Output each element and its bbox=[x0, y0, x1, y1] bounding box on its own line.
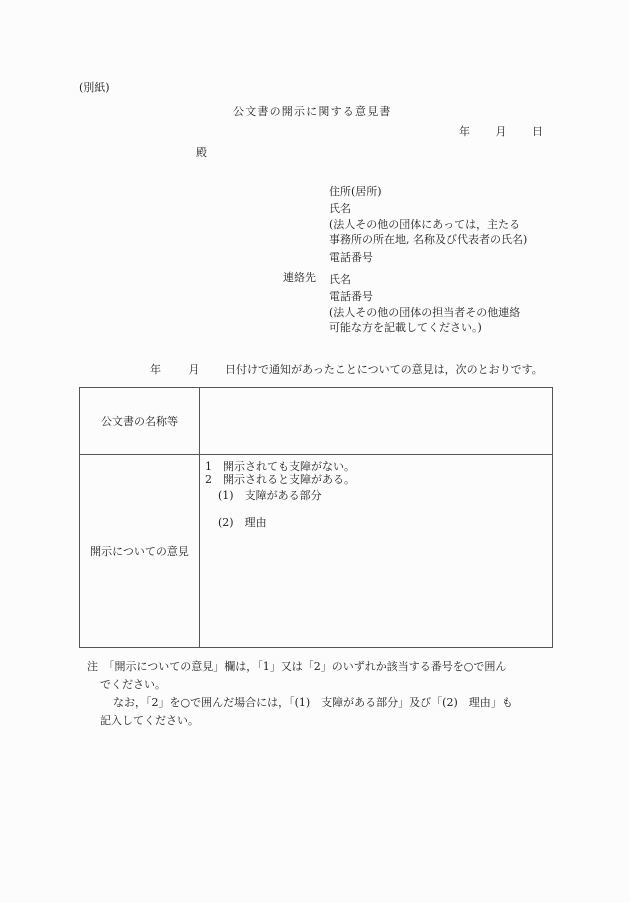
table-row-disclosure-opinion bbox=[80, 455, 552, 647]
date-line bbox=[459, 125, 543, 138]
notice-line bbox=[150, 363, 543, 376]
contact-block bbox=[329, 271, 520, 335]
notice-year-label: 年 bbox=[150, 363, 161, 376]
applicant-note-line-2: 事務所の所在地, 名称及び代表者の氏名) bbox=[329, 233, 528, 246]
document-name-input-cell[interactable] bbox=[200, 388, 552, 454]
opinion-table bbox=[79, 387, 553, 648]
notice-month-label: 月 bbox=[188, 363, 200, 376]
notes-block bbox=[87, 658, 513, 730]
applicant-name-label: 氏名 bbox=[329, 202, 351, 215]
sub-item-affected-part: (1) 支障がある部分 bbox=[218, 489, 322, 502]
opinion-options bbox=[205, 460, 355, 529]
applicant-address-label: 住所(居所) bbox=[329, 185, 382, 198]
sub-item-reason: (2) 理由 bbox=[218, 516, 267, 529]
opinion-label: 開示についての意見 bbox=[90, 544, 189, 558]
note-line-2: でください。 bbox=[100, 678, 166, 691]
date-day-label: 日 bbox=[532, 125, 543, 138]
note-line-1: 注 「開示についての意見」欄は，「1」又は「2」のいずれか該当する番号を○で囲ん bbox=[87, 660, 507, 673]
date-month-label: 月 bbox=[495, 125, 507, 138]
date-year-label: 年 bbox=[459, 125, 470, 138]
contact-label: 連絡先 bbox=[283, 271, 316, 284]
applicant-block bbox=[329, 183, 527, 266]
annex-label: (別紙) bbox=[79, 81, 110, 94]
option-2[interactable]: 2 開示されると支障がある。 bbox=[205, 473, 355, 486]
document-name-label: 公文書の名称等 bbox=[101, 414, 178, 428]
addressee-suffix: 殿 bbox=[196, 146, 207, 159]
contact-note-line-1: (法人その他の団体の担当者その他連絡 bbox=[329, 306, 521, 319]
document-title: 公文書の開示に関する意見書 bbox=[233, 105, 392, 118]
note-line-3: なお，「2」を○で囲んだ場合には，「(1) 支障がある部分」及び「(2) 理由」も bbox=[113, 696, 513, 709]
document-name-label-cell bbox=[80, 388, 200, 454]
note-line-4: 記入してください。 bbox=[100, 714, 199, 727]
spacer bbox=[205, 502, 355, 516]
contact-note-line-2: 可能な方を記載してください。) bbox=[329, 321, 482, 334]
option-1[interactable]: 1 開示されても支障がない。 bbox=[205, 460, 355, 473]
opinion-input-cell[interactable] bbox=[200, 455, 552, 647]
applicant-phone-label: 電話番号 bbox=[329, 251, 373, 264]
opinion-label-cell bbox=[80, 455, 200, 647]
table-row-document-name bbox=[80, 388, 552, 455]
applicant-note-line-1: (法人その他の団体にあっては，主たる bbox=[329, 218, 521, 231]
contact-name-label: 氏名 bbox=[329, 273, 351, 286]
notice-text: 日付けで通知があったことについての意見は，次のとおりです。 bbox=[225, 363, 543, 376]
contact-phone-label: 電話番号 bbox=[329, 290, 373, 303]
